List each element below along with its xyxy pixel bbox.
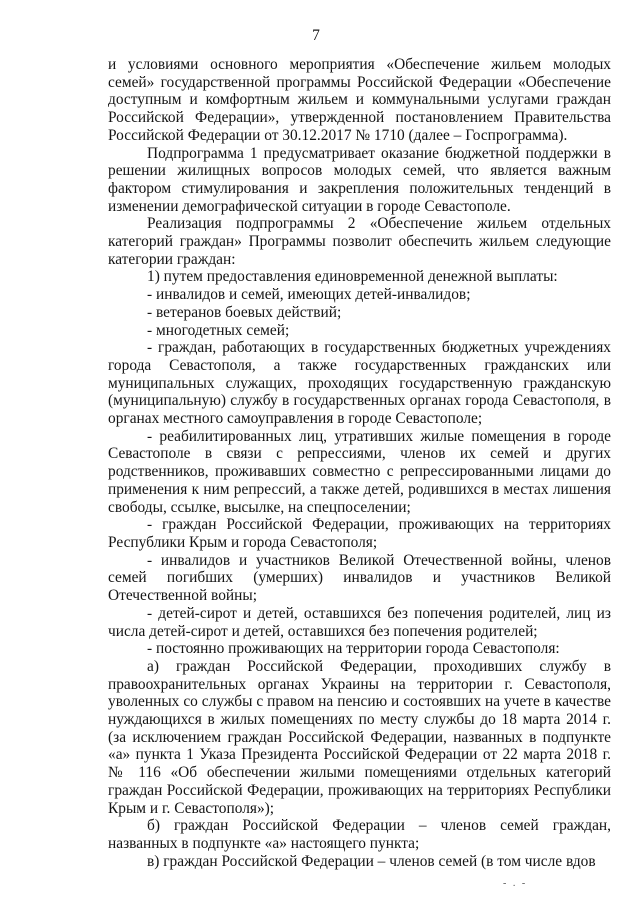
paragraph: б) граждан Российской Федерации – членов семей граждан, названных в подпункте «а» настоящего пункта; — [108, 817, 611, 852]
paragraph: и условиями основного мероприятия «Обеспечение жильем молодых семей» государственной программы Российской Федерации «Обеспечение доступным и комфортным жильем и коммунальными услугами граждан Российской Федерации», утвержденной постановлением Правительства Российской Федерации от 30.12.2017 № 1710 (далее – Госпрограмма). — [108, 56, 611, 144]
paragraph: - инвалидов и участников Великой Отечественной войны, членов семей погибших (умерших) инвалидов и участников Великой Отечественной войны; — [108, 551, 611, 605]
paragraph: - граждан, работающих в государственных бюджетных учреждениях города Севастополя, а также государственных гражданских или муниципальных служащих, проходящих государственную гражданскую (муниципальную) службу в государственных органах города Севастополя, в органах местного самоуправления в городе Севастополе; — [108, 339, 611, 428]
paragraph: - детей-сирот и детей, оставшихся без попечения родителей, лиц из числа детей-сирот и детей, оставшихся без попечения родителей; — [108, 604, 611, 640]
paragraph: - постоянно проживающих на территории города Севастополя: — [147, 640, 560, 658]
paragraph: в) граждан Российской Федерации – членов семей (в том числе вдов — [147, 852, 596, 870]
paragraph: - инвалидов и семей, имеющих детей-инвалидов; — [147, 286, 471, 304]
paragraph: 1) путем предоставления единовременной денежной выплаты: — [147, 268, 558, 286]
paragraph: - реабилитированных лиц, утративших жилые помещения в городе Севастополе в связи с репрессиями, членов их семей и других родственников, проживавших совместно с репрессированными лицами до применения к ним репрессий, а также детей, родившихся в местах лишения свободы, ссылке, высылке, на спецпоселении; — [108, 427, 611, 516]
scan-artifact: - . - — [503, 878, 528, 889]
paragraph: - граждан Российской Федерации, проживающих на территориях Республики Крым и города Севастополя; — [108, 516, 611, 551]
document-body — [108, 56, 611, 870]
paragraph: - ветеранов боевых действий; — [147, 303, 342, 321]
paragraph: а) граждан Российской Федерации, проходивших службу в правоохранительных органах Украины на территории г. Севастополя, уволенных со службы с правом на пенсию и состоявших на учете в качестве нуждающихся в жилых помещениях по месту службы до 18 марта 2014 г. (за исключением граждан Российской Федерации, названных в подпункте «а» пункта 1 Указа Президента Российской Федерации от 22 марта 2018 г. № 116 «Об обеспечении жилыми помещениями отдельных категорий граждан Российской Федерации, проживающих на территориях Республики Крым и г. Севастополя»); — [108, 657, 611, 817]
paragraph: - многодетных семей; — [147, 321, 290, 339]
paragraph: Подпрограмма 1 предусматривает оказание бюджетной поддержки в решении жилищных вопросов молодых семей, что является важным фактором стимулирования и закрепления положительных тенденций в изменении демографической ситуации в городе Севастополе. — [108, 144, 611, 215]
paragraph: Реализация подпрограммы 2 «Обеспечение жильем отдельных категорий граждан» Программы позволит обеспечить жильем следующие категории граждан: — [108, 215, 611, 268]
page-number: 7 — [312, 27, 320, 44]
